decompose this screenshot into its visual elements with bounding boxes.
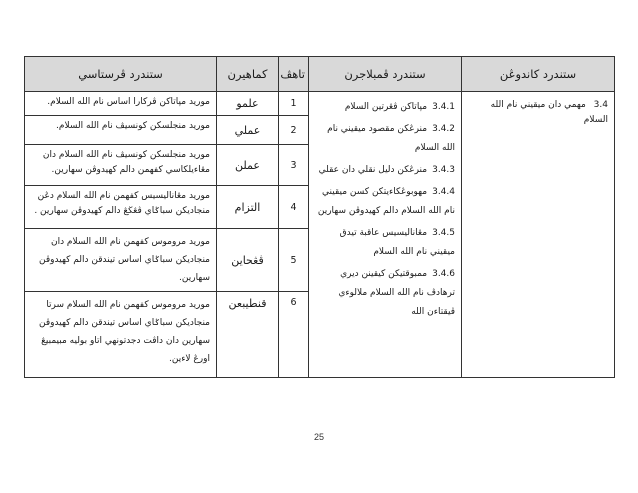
criteria-text: موريد مڠاناليسيس کفهمن نام الله السلام دڠن منجاديکن سباݢاي ڤڠڬڠ دالم کهيدوڤن سهارين . [25,186,217,229]
learning-standard-item: 3.4.4مهوبوڠکاءيتکن کسن ميقيني نام الله السلام دالم کهيدوڤن سهارين [317,187,455,216]
header-row [25,57,615,92]
skill-label: عملي [217,116,279,145]
header-level: تاهڤ [279,57,309,92]
level-number: 2 [279,116,309,145]
learning-standard-item: 3.4.3منرڠکن دليل نقلي دان عقلي [318,165,455,175]
criteria-text: موريد مروموس کفهمن نام الله السلام سرتا منجاديکن سباݢاي اساس تيندقن دالم کهيدوڤن سهارين دان داڤت دجدتونهي اتاو بوليه مبيمبيڠ اورڠ لاءين. [25,292,217,378]
criteria-text: موريد مڽاتاکن ڤرکارا اساس نام الله السلام. [25,92,217,116]
header-skills: کماهيرن [217,57,279,92]
header-learning-standard: ستندرد ڤمبلاجرن [309,57,462,92]
learning-standards-cell [309,92,462,378]
level-number: 3 [279,145,309,186]
content-standard-code: 3.4 [593,100,608,110]
header-performance-standard: ستندرد ڤرستاسي [25,57,217,92]
learning-standard-item: 3.4.2منرڠکن مقصود ميقيني نام الله السلام [327,124,455,153]
criteria-text: موريد منجلسکن کونسيڤ نام الله السلام. [25,116,217,145]
level-number: 1 [279,92,309,116]
content-standard-cell [462,92,615,378]
level-number: 5 [279,229,309,292]
content-standard-text: مهمي دان ميقيني نام الله السلام [490,100,608,125]
learning-standard-item: 3.4.1مڽاتاکن ڤڠرتين السلام [344,102,455,112]
criteria-text: موريد مروموس کفهمن نام الله السلام دان منجاديکن سباݢاي اساس تيندقن دالم کهيدوڤن سهارين. [25,229,217,292]
page-number: 25 [313,432,324,442]
criteria-text: موريد منجلسکن کونسيڤ نام الله السلام دان مڠاءيلکاسي کفهمن دالم کهيدوڤن سهارين. [25,145,217,186]
learning-standard-item: 3.4.6ممبوقتيکن کيقينن ديري ترهادڤ نام الله السلام ملالوءي ڤيقتاءن الله [338,269,455,317]
level-number: 4 [279,186,309,229]
curriculum-table [24,56,615,378]
skill-label: عملن [217,145,279,186]
learning-standard-item: 3.4.5مڠاناليسيس عاقبة تيدق ميقيني نام الله السلام [339,228,455,257]
skill-label: علمو [217,92,279,116]
skill-label: التزام [217,186,279,229]
table-row [25,92,615,116]
skill-label: ڤڠحاين [217,229,279,292]
level-number: 6 [279,292,309,378]
header-content-standard: ستندرد کاندوڠن [462,57,615,92]
skill-label: قنطيبعن [217,292,279,378]
